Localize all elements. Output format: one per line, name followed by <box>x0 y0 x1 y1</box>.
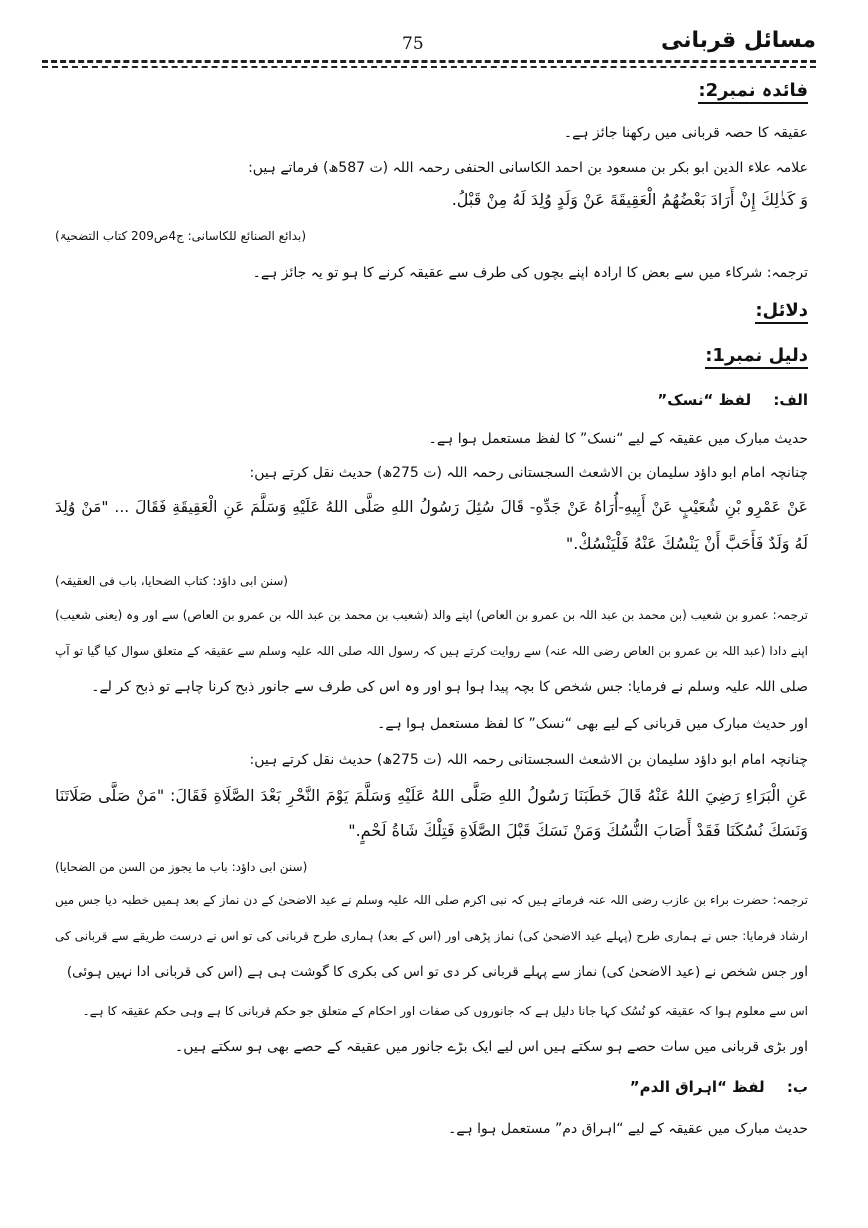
header-divider-secondary <box>42 66 816 68</box>
header-divider <box>42 60 816 63</box>
daleel1-heading: دلیل نمبر1: <box>55 345 808 367</box>
reference: (بدائع الصنائع للکاسانی: ج4ص209 کتاب التضحیۃ) <box>55 229 307 243</box>
conclusion-line: اس سے معلوم ہوا کہ عقیقہ کو نُسُک کہا جانا دلیل ہے کہ جانوروں کی صفات اور احکام کے متعلق جو حکم قربانی کا ہے وہی حکم عقیقہ کا ہے۔ <box>82 1004 808 1018</box>
alif-label: الف: <box>773 391 808 409</box>
translation-line: ترجمہ: حضرت براء بن عازب رضی اللہ عنہ فرماتے ہیں کہ نبی اکرم صلی اللہ علیہ وسلم نے عید الاضحیٰ کے دن نماز کے بعد ہمیں خطبہ دیا جس میں <box>55 893 808 907</box>
translation-line: صلی اللہ علیہ وسلم نے فرمایا: جس شخص کا بچہ پیدا ہوا ہو اور وہ اس کی طرف سے جانور ذبح کرنا چاہے تو ذبح کر لے۔ <box>91 679 808 695</box>
page-number: 75 <box>402 34 424 54</box>
translation-line: اپنے دادا (عبد اللہ بن عمرو بن العاص رضی اللہ عنہ) سے روایت کرتے ہیں کہ رسول اللہ صلی اللہ علیہ وسلم سے عقیقہ کے متعلق سوال کیا گیا تو آپ <box>55 644 808 658</box>
arabic-hadith: عَنْ عَمْرِو بْنِ شُعَيْبٍ عَنْ أَبِيهِ-أُرَاهُ عَنْ جَدِّهِ- قَالَ سُئِلَ رَسُولُ اللهِ صَلَّى اللهُ عَلَيْهِ وَسَلَّمَ عَنِ الْعَقِيقَةِ فَقَالَ ... "مَنْ وُلِدَ <box>55 498 808 516</box>
translation-line: ارشاد فرمایا: جس نے ہماری طرح (پہلے عید الاضحیٰ کی) نماز پڑھی اور (اس کے بعد) ہماری طرح قربانی کی تو اس نے درست طریقے سے قربانی کی <box>55 929 808 943</box>
text-line: حدیث مبارک میں عقیقہ کے لیے “نسک” کا لفظ مستعمل ہوا ہے۔ <box>428 431 808 447</box>
reference: (سنن ابی داؤد: کتاب الضحایا، باب فی العقیقہ) <box>55 574 288 588</box>
bay-title: لفظ “اہراق الدم” <box>629 1078 765 1096</box>
alif-heading <box>55 389 808 412</box>
reference: (سنن ابی داؤد: باب ما یجوز من السن من الضحایا) <box>55 860 308 874</box>
translation-line: ترجمہ: عمرو بن شعیب (بن محمد بن عبد اللہ بن عمرو بن العاص) اپنے والد (شعیب بن محمد بن عبد اللہ بن عمرو بن العاص) سے اور وہ (یعنی شعیب) <box>55 608 808 622</box>
text-line: علامہ علاء الدین ابو بکر بن مسعود بن احمد الکاسانی الحنفی رحمہ اللہ (ت 587ھ) فرماتے ہیں: <box>248 160 808 176</box>
fawaid-heading: فائدہ نمبر2: <box>55 80 808 102</box>
arabic-quote: وَ كَذٰلِكَ إِنْ أَرَادَ بَعْضُهُمُ الْعَقِيقَةَ عَنْ وَلَدٍ وُلِدَ لَهُ مِنْ قَبْلُ. <box>451 190 808 209</box>
book-title: مسائل قربانی <box>661 28 816 53</box>
translation-line: ترجمہ: شرکاء میں سے بعض کا ارادہ اپنے بچوں کی طرف سے عقیقہ کرنے کا ہو تو یہ جائز ہے۔ <box>252 265 808 281</box>
text-line: اور حدیث مبارک میں قربانی کے لیے بھی “نسک” کا لفظ مستعمل ہوا ہے۔ <box>377 716 808 732</box>
bay-heading <box>55 1076 808 1099</box>
arabic-hadith: لَهُ وَلَدٌ فَأَحَبَّ أَنْ يَنْسُكَ عَنْهُ فَلْيَنْسُكْ." <box>565 534 808 553</box>
text-line: چنانچہ امام ابو داؤد سلیمان بن الاشعث السجستانی رحمہ اللہ (ت 275ھ) حدیث نقل کرتے ہیں: <box>249 465 808 481</box>
arabic-hadith: وَنَسَكَ نُسُكَنَا فَقَدْ أَصَابَ النُّسُكَ وَمَنْ نَسَكَ قَبْلَ الصَّلَاةِ فَتِلْكَ شَاةُ لَحْمٍ." <box>348 821 808 840</box>
bay-label: ب: <box>786 1078 808 1096</box>
text-line: حدیث مبارک میں عقیقہ کے لیے “اہراق دم” مستعمل ہوا ہے۔ <box>448 1121 808 1137</box>
text-line: چنانچہ امام ابو داؤد سلیمان بن الاشعث السجستانی رحمہ اللہ (ت 275ھ) حدیث نقل کرتے ہیں: <box>249 752 808 768</box>
alif-title: لفظ “نسک” <box>657 391 752 409</box>
arabic-hadith: عَنِ الْبَرَاءِ رَضِيَ اللهُ عَنْهُ قَالَ خَطَبَنَا رَسُولُ اللهِ صَلَّى اللهُ عَلَيْهِ وَسَلَّمَ يَوْمَ النَّحْرِ بَعْدَ الصَّلَاةِ فَقَالَ: "مَنْ صَلَّى صَلَاتَنَا <box>55 786 808 805</box>
text-line: عقیقہ کا حصہ قربانی میں رکھنا جائز ہے۔ <box>563 125 808 141</box>
translation-line: اور جس شخص نے (عید الاضحیٰ کی) نماز سے پہلے قربانی کر دی تو اس کی بکری کا گوشت ہی ہے (اس کی قربانی ادا نہیں ہوئی) <box>66 964 808 980</box>
dalail-heading: دلائل: <box>55 300 808 322</box>
conclusion-line: اور بڑی قربانی میں سات حصے ہو سکتے ہیں اس لیے ایک بڑے جانور میں عقیقہ کے حصے بھی ہو سکتے ہیں۔ <box>174 1039 808 1055</box>
page-header <box>42 24 816 62</box>
